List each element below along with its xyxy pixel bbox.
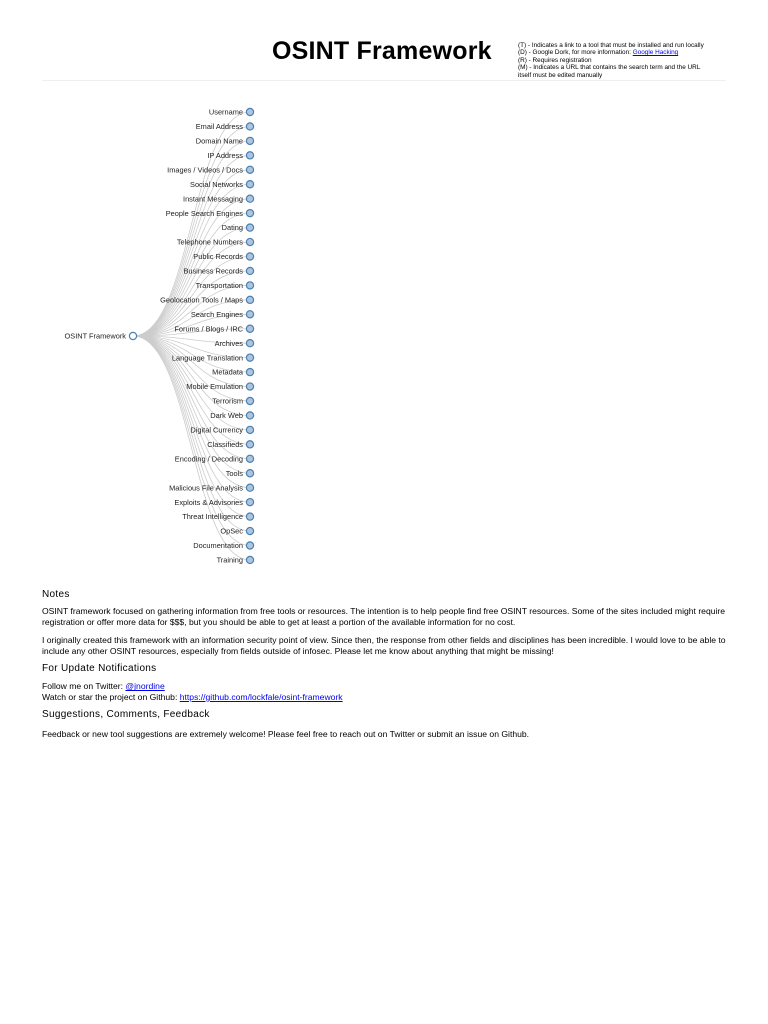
tree-node-domain-name[interactable]	[196, 137, 254, 146]
node-circle-icon[interactable]	[246, 383, 253, 390]
tree-node-label: Digital Currency	[190, 425, 243, 435]
legend-manual-url-line-2: itself must be edited manually	[518, 71, 603, 79]
node-circle-icon[interactable]	[246, 470, 253, 477]
node-circle-icon[interactable]	[246, 369, 253, 376]
legend-registration-line: (R) - Requires registration	[518, 56, 592, 64]
node-circle-icon[interactable]	[246, 397, 253, 404]
feedback-heading: Suggestions, Comments, Feedback	[42, 709, 210, 721]
tree-node-label: Public Records	[193, 252, 243, 262]
node-circle-icon[interactable]	[246, 527, 253, 534]
node-circle-icon[interactable]	[246, 137, 253, 144]
tree-node-label: Domain Name	[195, 136, 243, 146]
tree-node-label: Mobile Emulation	[186, 382, 243, 392]
notes-paragraph-1: OSINT framework focused on gathering information from free tools or resources. The intention is to help people find free OSINT resources. Some of the sites included might require registration or offer more data for $$$, but you should be able to get at least a portion of the available information for no cost.	[42, 606, 726, 627]
tree-root-label: OSINT Framework	[64, 331, 126, 341]
tree-node-label: Classifieds	[207, 439, 243, 449]
tree-node-forums-blogs-irc[interactable]	[174, 324, 253, 333]
node-circle-icon[interactable]	[246, 282, 253, 289]
tree-node-label: Dating	[221, 223, 243, 233]
node-circle-icon[interactable]	[246, 311, 253, 318]
page-title: OSINT Framework	[272, 37, 492, 65]
osint-tree	[0, 90, 768, 576]
tree-node-label: Business Records	[183, 266, 243, 276]
tree-node-instant-messaging[interactable]	[183, 194, 254, 203]
node-circle-icon[interactable]	[246, 484, 253, 491]
tree-node-people-search-engines[interactable]	[166, 209, 254, 218]
tree-node-label: Geolocation Tools / Maps	[160, 295, 243, 305]
tree-node-images-videos-docs[interactable]	[167, 165, 253, 174]
node-circle-icon[interactable]	[246, 166, 253, 173]
legend-dork-text: (D) - Google Dork, for more information:	[518, 49, 633, 57]
tree-node-encoding-decoding[interactable]	[175, 454, 254, 463]
github-line	[42, 692, 726, 702]
tree-node-label: Telephone Numbers	[176, 237, 243, 247]
tree-node-terrorism[interactable]	[212, 397, 253, 406]
node-circle-icon[interactable]	[246, 253, 253, 260]
tree-node-label: Documentation	[193, 541, 243, 551]
tree-node-training[interactable]	[217, 556, 254, 565]
tree-node-documentation[interactable]	[193, 541, 253, 550]
tree-node-language-translation[interactable]	[172, 353, 254, 362]
tree-node-threat-intelligence[interactable]	[182, 512, 253, 521]
tree-node-label: Archives	[214, 338, 243, 348]
tree-node-label: Social Networks	[190, 179, 243, 189]
tree-node-geolocation-tools-maps[interactable]	[160, 295, 253, 304]
node-circle-icon[interactable]	[246, 455, 253, 462]
tree-node-metadata[interactable]	[212, 368, 253, 377]
node-circle-icon[interactable]	[246, 426, 253, 433]
node-circle-icon[interactable]	[246, 340, 253, 347]
node-circle-icon[interactable]	[129, 332, 136, 339]
google-hacking-link[interactable]: Google Hacking	[632, 49, 679, 57]
updates-block	[42, 681, 726, 702]
tree-node-label: Forums / Blogs / IRC	[174, 324, 243, 334]
tree-node-email-address[interactable]	[196, 122, 254, 131]
twitter-line	[42, 681, 726, 691]
tree-node-label: Email Address	[195, 122, 243, 132]
twitter-prefix: Follow me on Twitter:	[42, 681, 126, 692]
notes-paragraph-2: I originally created this framework with an information security point of view. Since then, the response from other fields and disciplines has been incredible. I would love to be able to include any other OSINT resources, especially from fields outside of infosec. Please let me know about anything that might be missing!	[42, 635, 726, 656]
tree-node-label: Dark Web	[210, 411, 243, 421]
tree-node-label: Threat Intelligence	[182, 512, 243, 522]
node-circle-icon[interactable]	[246, 354, 253, 361]
tree-node-archives[interactable]	[215, 339, 254, 348]
tree-node-dark-web[interactable]	[210, 411, 253, 420]
tree-node-dating[interactable]	[222, 223, 254, 232]
tree-node-label: Exploits & Advisories	[174, 497, 243, 507]
node-circle-icon[interactable]	[246, 123, 253, 130]
legend	[518, 42, 730, 79]
tree-node-label: Search Engines	[190, 309, 243, 319]
tree-node-label: Language Translation	[171, 353, 243, 363]
node-circle-icon[interactable]	[246, 195, 253, 202]
tree-node-telephone-numbers[interactable]	[177, 238, 254, 247]
github-link[interactable]: https://github.com/lockfale/osint-framework	[179, 691, 343, 702]
node-circle-icon[interactable]	[246, 412, 253, 419]
tree-node-label: Training	[216, 555, 243, 565]
tree-node-classifieds[interactable]	[207, 440, 253, 449]
tree-node-label: Terrorism	[212, 396, 243, 406]
tree-node-label: Tools	[225, 468, 243, 478]
tree-node-malicious-file-analysis[interactable]	[169, 483, 254, 492]
legend-tool-line: (T) - Indicates a link to a tool that must be installed and run locally	[518, 42, 704, 49]
tree-node-label: Transportation	[195, 281, 243, 290]
tree-node-opsec[interactable]	[220, 527, 253, 536]
node-circle-icon[interactable]	[246, 108, 253, 115]
header-divider	[42, 80, 726, 81]
tree-node-label: Instant Messaging	[183, 194, 243, 204]
tree-node-label: People Search Engines	[165, 208, 243, 218]
tree-node-username[interactable]	[209, 108, 254, 117]
github-prefix: Watch or star the project on Github:	[42, 691, 180, 702]
node-circle-icon[interactable]	[246, 556, 253, 563]
node-circle-icon[interactable]	[246, 181, 253, 188]
tree-node-label: Encoding / Decoding	[174, 454, 243, 464]
tree-node-label: Username	[208, 107, 243, 117]
tree-node-social-networks[interactable]	[190, 180, 254, 189]
node-circle-icon[interactable]	[246, 499, 253, 506]
tree-node-label: Malicious File Analysis	[169, 483, 243, 493]
tree-node-ip-address[interactable]	[207, 151, 253, 160]
node-circle-icon[interactable]	[246, 224, 253, 231]
node-circle-icon[interactable]	[246, 513, 253, 520]
node-circle-icon[interactable]	[246, 325, 253, 332]
tree-node-root[interactable]	[65, 332, 137, 341]
twitter-link[interactable]: @jnordine	[125, 681, 165, 692]
tree-node-tools[interactable]	[226, 469, 254, 478]
node-circle-icon[interactable]	[246, 267, 253, 274]
updates-heading: For Update Notifications	[42, 663, 157, 675]
legend-manual-url-line: (M) - Indicates a URL that contains the search term and the URL	[518, 64, 701, 72]
node-circle-icon[interactable]	[246, 441, 253, 448]
tree-node-label: Images / Videos / Docs	[167, 165, 243, 175]
feedback-text: Feedback or new tool suggestions are extremely welcome! Please feel free to reach out on Twitter or submit an issue on Github.	[42, 728, 530, 739]
notes-section	[42, 590, 726, 739]
node-circle-icon[interactable]	[246, 542, 253, 549]
tree-node-exploits-and-advisories[interactable]	[174, 498, 253, 507]
tree-node-label: OpSec	[220, 526, 243, 536]
legend-dork-line	[518, 49, 730, 56]
tree-node-label: Metadata	[212, 367, 243, 377]
tree-node-digital-currency[interactable]	[190, 426, 253, 435]
node-circle-icon[interactable]	[246, 210, 253, 217]
node-circle-icon[interactable]	[246, 238, 253, 245]
tree-node-label: IP Address	[207, 150, 243, 160]
node-circle-icon[interactable]	[246, 152, 253, 159]
notes-heading: Notes	[42, 589, 70, 600]
node-circle-icon[interactable]	[246, 296, 253, 303]
